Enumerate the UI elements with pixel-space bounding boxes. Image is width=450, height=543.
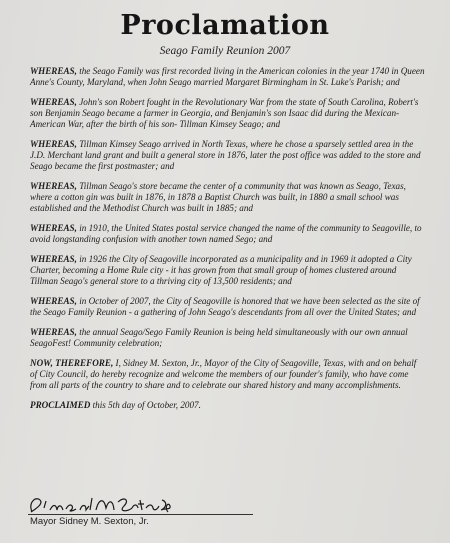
paragraph xyxy=(30,97,425,130)
paragraph-keyword: WHEREAS, xyxy=(30,139,77,149)
signature-block xyxy=(22,492,282,537)
paragraph-text: Tillman Seago's store became the center of a community that was known as Seago, Texas, where a cotton gin was built in 1876, in 1878 a Baptist Church was built, in 1880 a small school was established and the Methodist Church was built in 1885; and xyxy=(30,181,406,213)
paragraph xyxy=(30,296,425,318)
paragraph xyxy=(30,66,425,88)
paragraph-text: the Seago Family was first recorded living in the American colonies in the year 1740 in Queen Anne's County, Maryland, when John Seago married Margaret Birmingham in St. Luke's Parish; and xyxy=(30,66,425,87)
paragraph xyxy=(30,327,425,349)
paragraph-text: in 1926 the City of Seagoville incorporated as a municipality and in 1969 it adopted a City Charter, becoming a Home Rule city - it has grown from that small group of homes clustered around Tillman Seago's general store to a thriving city of 13,500 residents; and xyxy=(30,254,412,286)
document-title: Proclamation xyxy=(120,10,330,41)
proclamation-body xyxy=(30,66,425,420)
document-subtitle: Seago Family Reunion 2007 xyxy=(159,45,291,57)
signatory-name: Mayor Sidney M. Sexton, Jr. xyxy=(30,516,149,527)
paragraph xyxy=(30,223,425,245)
signature-line xyxy=(28,514,253,515)
paragraph-keyword: WHEREAS, xyxy=(30,254,77,264)
paragraph-keyword: WHEREAS, xyxy=(30,97,77,107)
paragraph-keyword: NOW, THEREFORE, xyxy=(30,358,114,368)
paragraph-text: the annual Seago/Sego Family Reunion is being held simultaneously with our own annual SeagoFest! Community celebration; xyxy=(30,327,408,348)
paragraph-keyword: WHEREAS, xyxy=(30,296,77,306)
paragraph-text: this 5th day of October, 2007. xyxy=(90,400,201,410)
paragraph xyxy=(30,358,425,391)
paragraph xyxy=(30,254,425,287)
paragraph-keyword: PROCLAIMED xyxy=(30,400,91,410)
paragraph-keyword: WHEREAS, xyxy=(30,66,77,76)
proclaimed-line xyxy=(30,400,425,411)
paragraph xyxy=(30,139,425,172)
paragraph-text: in October of 2007, the City of Seagoville is honored that we have been selected as the site of the Seago Family Reunion - a gathering of John Seago's descendants from all over the United States; and xyxy=(30,296,420,317)
paragraph-keyword: WHEREAS, xyxy=(30,181,77,191)
paragraph-text: John's son Robert fought in the Revolutionary War from the state of South Carolina, Robert's son Benjamin Seago became a farmer in Georgia, and Benjamin's son Isaac did during the Mexican-American War, after the birth of his son- Tillman Kimsey Seago; and xyxy=(30,97,419,129)
paragraph-keyword: WHEREAS, xyxy=(30,223,77,233)
paragraph-text: I, Sidney M. Sexton, Jr., Mayor of the City of Seagoville, Texas, with and on behalf of City Council, do hereby recognize and welcome the members of our founder's family, who have come from all parts of the country to share and to celebrate our shared history and many accomplishments. xyxy=(30,358,417,390)
paragraph-text: Tillman Kimsey Seago arrived in North Texas, where he chose a sparsely settled area in the J.D. Merchant land grant and built a general store in 1876, later the post office was added to the store and Seago became the first postmaster; and xyxy=(30,139,421,171)
paragraph-keyword: WHEREAS, xyxy=(30,327,77,337)
paragraph xyxy=(30,181,425,214)
paragraph-text: in 1910, the United States postal service changed the name of the community to Seagoville, to avoid longstanding confusion with another town named Sego; and xyxy=(30,223,422,244)
